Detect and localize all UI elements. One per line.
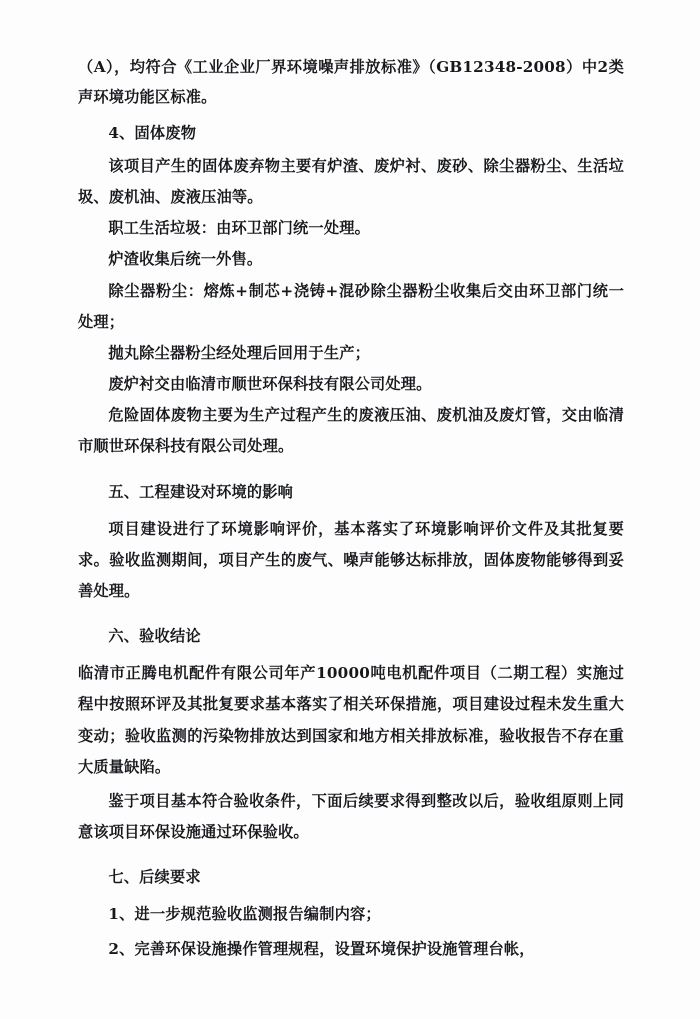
page-content — [78, 52, 624, 967]
heading-solid-waste: 4、固体废物 — [108, 123, 197, 142]
heading-section-five: 五、工程建设对环境的影响 — [108, 482, 294, 501]
paragraph-section-six-body-2: 鉴于项目基本符合验收条件，下面后续要求得到整改以后，验收组原则上同意该项目环保设施通过环保验收。 — [78, 791, 624, 842]
paragraph-noise-standard: （A），均符合《工业企业厂界环境噪声排放标准》（GB12348-2008）中2类声环境功能区标准。 — [78, 58, 624, 107]
paragraph-slag: 炉渣收集后统一外售。 — [108, 250, 263, 269]
paragraph-followup-1: 1、进一步规范验收监测报告编制内容； — [108, 905, 381, 924]
paragraph-dust-collector: 除尘器粉尘：熔炼+制芯+浇铸+混砂除尘器粉尘收集后交由环卫部门统一处理； — [78, 281, 624, 331]
paragraph-domestic-waste: 职工生活垃圾：由环卫部门统一处理。 — [108, 219, 370, 238]
paragraph-furnace-lining: 废炉衬交由临清市顺世环保科技有限公司处理。 — [108, 375, 432, 394]
heading-section-six: 六、验收结论 — [108, 627, 201, 646]
paragraph-section-five-body: 项目建设进行了环境影响评价，基本落实了环境影响评价文件及其批复要求。验收监测期间，项目产生的废气、噪声能够达标排放，固体废物能够得到妥善处理。 — [78, 519, 624, 600]
paragraph-section-six-body-1: 临清市正腾电机配件有限公司年产10000吨电机配件项目（二期工程）实施过程中按照环评及其批复要求基本落实了相关环保措施，项目建设过程未发生重大变动；验收监测的污染物排放达到国家和地方相关排放标准，验收报告不存在重大质量缺陷。 — [78, 664, 624, 776]
paragraph-followup-2: 2、完善环保设施操作管理规程，设置环境保护设施管理台帐， — [108, 939, 535, 958]
paragraph-hazardous-waste: 危险固体废物主要为生产过程产生的废液压油、废机油及废灯管，交由临清市顺世环保科技有限公司处理。 — [78, 406, 624, 456]
paragraph-shotblast-dust: 抛丸除尘器粉尘经处理后回用于生产； — [108, 343, 370, 362]
paragraph-solid-waste-intro: 该项目产生的固体废弃物主要有炉渣、废炉衬、废砂、除尘器粉尘、生活垃圾、废机油、废液压油等。 — [78, 156, 624, 207]
heading-section-seven: 七、后续要求 — [108, 868, 201, 887]
